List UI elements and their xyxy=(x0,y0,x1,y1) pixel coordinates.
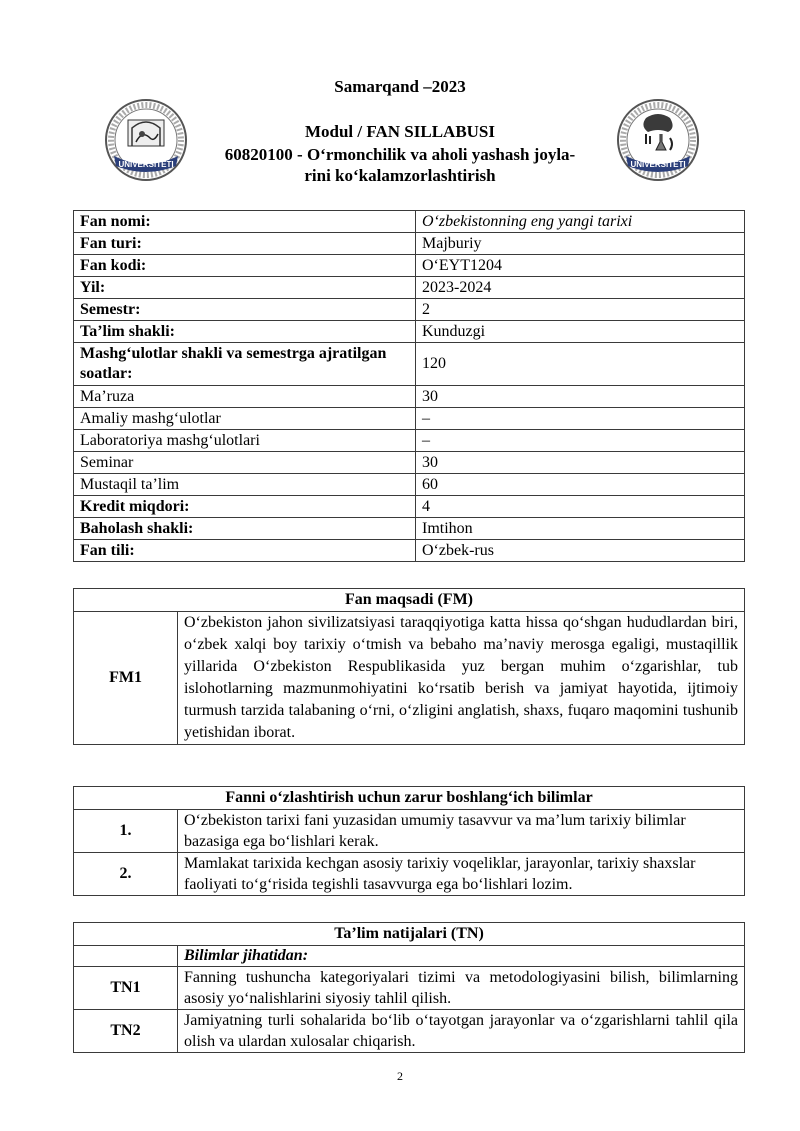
heading-line-2: 60820100 - O‘rmonchilik va aholi yashash joyla- xyxy=(224,145,576,164)
info-key: Kredit miqdori: xyxy=(74,496,416,518)
prerequisite-number: 2. xyxy=(74,853,178,896)
info-value: 30 xyxy=(416,452,745,474)
empty-cell xyxy=(74,946,178,967)
svg-text:UNIVERSITETI: UNIVERSITETI xyxy=(118,160,174,169)
prerequisites-table xyxy=(73,786,745,896)
outcome-code: TN1 xyxy=(74,967,178,1010)
course-info-table xyxy=(73,210,745,562)
info-key: Ma’ruza xyxy=(74,386,416,408)
table-row xyxy=(74,853,745,896)
city-year: Samarqand –2023 xyxy=(334,77,466,96)
table-header-row xyxy=(74,787,745,810)
heading-line-3: rini ko‘kalamzorlashtirish xyxy=(304,166,496,185)
table-row xyxy=(74,810,745,853)
info-key: Baholash shakli: xyxy=(74,518,416,540)
table-header-row xyxy=(74,923,745,946)
table-row xyxy=(74,386,745,408)
info-key: Fan nomi: xyxy=(74,211,416,233)
table-row xyxy=(74,233,745,255)
goal-code: FM1 xyxy=(74,612,178,745)
outcomes-subheading: Bilimlar jihatidan: xyxy=(178,946,745,967)
learning-outcomes-table xyxy=(73,922,745,1053)
info-value: O‘zbekistonning eng yangi tarixi xyxy=(416,211,745,233)
table-row xyxy=(74,612,745,745)
table-row xyxy=(74,946,745,967)
info-value: 120 xyxy=(416,343,745,386)
info-key: Seminar xyxy=(74,452,416,474)
goal-text: O‘zbekiston jahon sivilizatsiyasi taraqqiyotiga katta hissa qo‘shgan hududlardan biri, o‘zbek xalqi boy tarixiy o‘tmish va bebaho ma’naviy merosga egaligi, mustaqillik yillarida O‘zbekiston Respublikasida yuz bergan muhim o‘zgarishlar, tub islohotlarning mazmunmohiyatini ko‘rsatib berish va jamiyat hayotida, ijtimoiy turmush tarzida talabaning o‘rni, o‘zligini anglatish, shaxs, fuqaro maqomini tushunib yetishidan iborat. xyxy=(178,612,745,745)
info-value: 60 xyxy=(416,474,745,496)
syllabus-heading xyxy=(185,121,615,186)
table-row xyxy=(74,1010,745,1053)
info-value: O‘zbek-rus xyxy=(416,540,745,562)
table-row xyxy=(74,540,745,562)
course-goal-table xyxy=(73,588,745,745)
info-key: Semestr: xyxy=(74,299,416,321)
table-header-row xyxy=(74,589,745,612)
prerequisites-title: Fanni o‘zlashtirish uchun zarur boshlang‘ich bilimlar xyxy=(74,787,745,810)
table-row xyxy=(74,496,745,518)
info-key: Mashg‘ulotlar shakli va semestrga ajratilgan soatlar: xyxy=(74,343,416,386)
table-row xyxy=(74,518,745,540)
info-key: Fan kodi: xyxy=(74,255,416,277)
table-row xyxy=(74,408,745,430)
info-value: 4 xyxy=(416,496,745,518)
info-value: 2023-2024 xyxy=(416,277,745,299)
table-row xyxy=(74,343,745,386)
info-value: O‘EYT1204 xyxy=(416,255,745,277)
heading-line-1: Modul / FAN SILLABUSI xyxy=(304,122,496,141)
table-row xyxy=(74,255,745,277)
university-logo-left xyxy=(104,98,188,182)
outcome-code: TN2 xyxy=(74,1010,178,1053)
info-key: Fan tili: xyxy=(74,540,416,562)
info-value: 2 xyxy=(416,299,745,321)
prerequisite-text: O‘zbekiston tarixi fani yuzasidan umumiy tasavvur va ma’lum tarixiy bilimlar bazasiga ega bo‘lishlari kerak. xyxy=(178,810,745,853)
info-key: Mustaqil ta’lim xyxy=(74,474,416,496)
info-value: Majburiy xyxy=(416,233,745,255)
goal-title: Fan maqsadi (FM) xyxy=(74,589,745,612)
outcome-text: Fanning tushuncha kategoriyalari tizimi va metodologiyasini bilish, bilimlarning asosiy yo‘nalishlarini siyosiy tahlil qilish. xyxy=(178,967,745,1010)
info-value: – xyxy=(416,408,745,430)
info-key: Amaliy mashg‘ulotlar xyxy=(74,408,416,430)
table-row xyxy=(74,299,745,321)
info-value: – xyxy=(416,430,745,452)
page-number: 2 xyxy=(397,1069,403,1083)
university-logo-right xyxy=(616,98,700,182)
table-row xyxy=(74,321,745,343)
info-key: Laboratoriya mashg‘ulotlari xyxy=(74,430,416,452)
info-value: Imtihon xyxy=(416,518,745,540)
table-row xyxy=(74,430,745,452)
table-row xyxy=(74,474,745,496)
table-row xyxy=(74,277,745,299)
info-value: 30 xyxy=(416,386,745,408)
prerequisite-number: 1. xyxy=(74,810,178,853)
table-row xyxy=(74,211,745,233)
info-key: Yil: xyxy=(74,277,416,299)
table-row xyxy=(74,967,745,1010)
prerequisite-text: Mamlakat tarixida kechgan asosiy tarixiy voqeliklar, jarayonlar, tarixiy shaxslar faoliyati to‘g‘risida tegishli tasavvurga ega bo‘lishlari lozim. xyxy=(178,853,745,896)
outcomes-title: Ta’lim natijalari (TN) xyxy=(74,923,745,946)
table-row xyxy=(74,452,745,474)
info-key: Fan turi: xyxy=(74,233,416,255)
svg-text:UNIVERSITETI: UNIVERSITETI xyxy=(630,160,686,169)
info-key: Ta’lim shakli: xyxy=(74,321,416,343)
outcome-text: Jamiyatning turli sohalarida bo‘lib o‘tayotgan jarayonlar va o‘zgarishlarni tahlil qila olish va ulardan xulosalar chiqarish. xyxy=(178,1010,745,1053)
info-value: Kunduzgi xyxy=(416,321,745,343)
